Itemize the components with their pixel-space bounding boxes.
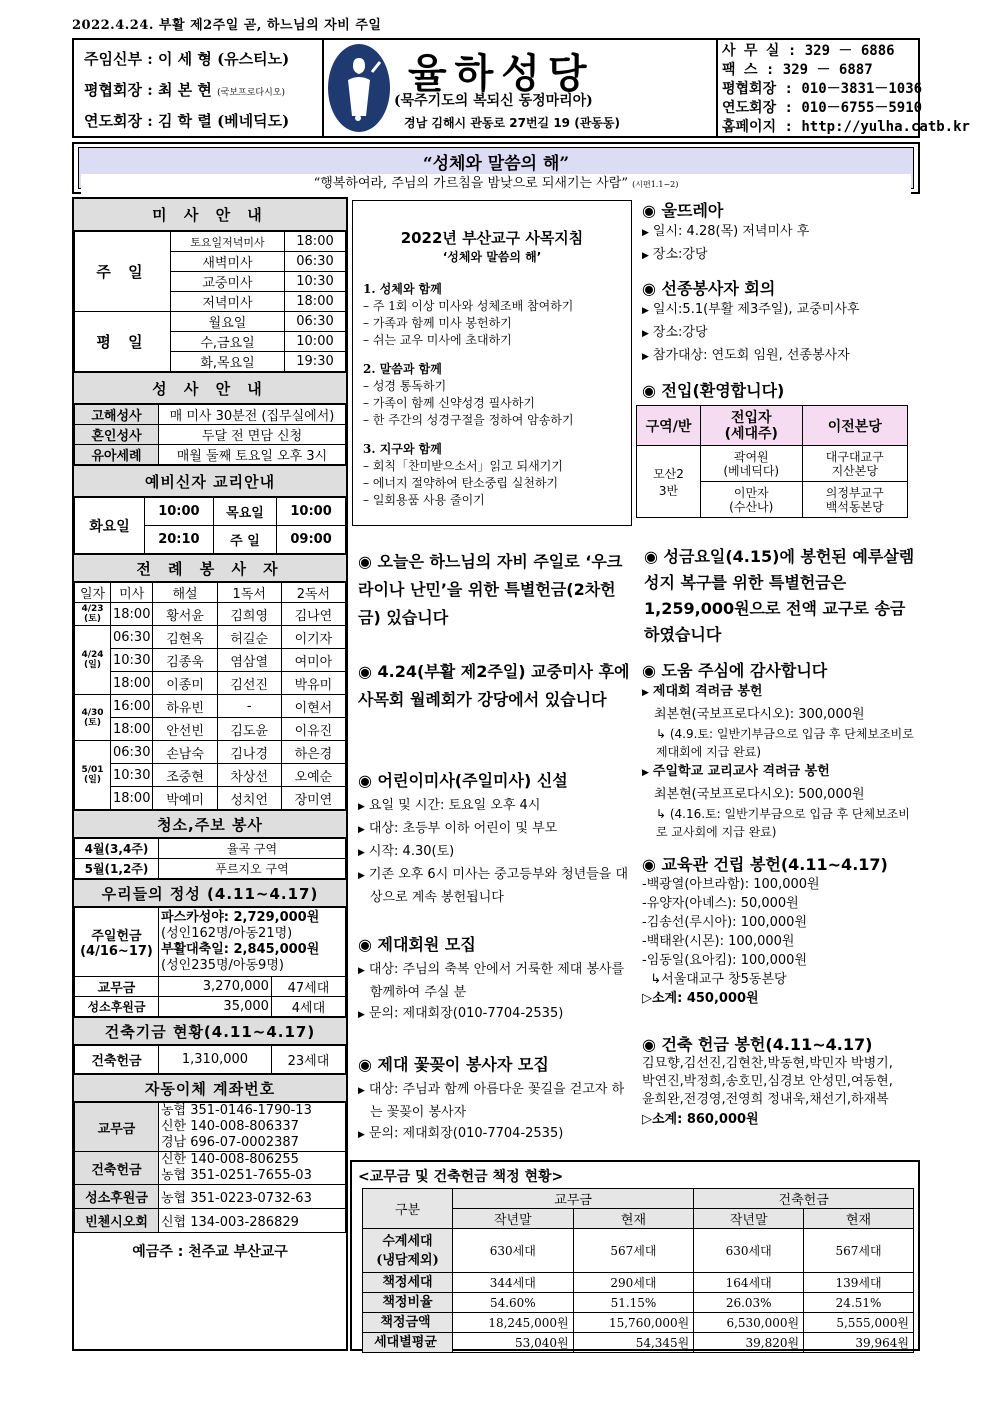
church-name: 율하성당 [408, 50, 595, 97]
servers-reading1: 김희영 [217, 603, 281, 626]
council-president-line: 평협회장 : 최 본 현 (국보프로다시오) [84, 81, 285, 99]
prayer-phone: 연도회장 : 010－6755－5910 [722, 100, 923, 116]
weekday-label: 평 일 [75, 312, 171, 372]
account-number: 농협 351-0223-0732-63 [159, 1185, 346, 1209]
servers-mass-time: 18:00 [111, 672, 153, 695]
building-fund-households: 23세대 [271, 1046, 345, 1074]
servers-commentator: 이종미 [153, 672, 217, 695]
notice-thanks: ◉ 도움 주심에 감사합니다 ▶ 제대회 격려금 봉헌 최본현(국보프로다시오): 300,000원 ↳ (4.9.토: 일반기부금으로 입금 후 단체보조비로 제대회에 지급 완료) ▶ 주일학교 교리교사 격려금 봉헌 최본현(국보프로다시오): 500,000원 ↳ (4.16.토: 일반기부금으로 입금 후 단체보조비로 교사회에 지급 완료) [642, 658, 918, 841]
notice-mercy-sunday: ◉ 오늘은 하느님의 자비 주일로 ‘우크라이나 난민’을 위한 특별헌금(2차헌금) 있습니다 [358, 552, 623, 627]
transfer-parish: 대구대교구 지산본당 [802, 446, 908, 482]
notice-title: ◉ 선종봉사자 회의 [642, 279, 776, 298]
servers-commentator: 안선빈 [153, 718, 217, 741]
building-fund-heading: 건축기금 현황(4.11~4.17) [74, 1017, 346, 1045]
offering-amount: 3,270,000 [159, 977, 272, 997]
catechumen-heading: 예비신자 교리안내 [74, 465, 346, 497]
account-label: 건축헌금 [75, 1152, 159, 1185]
servers-row [75, 672, 346, 695]
sacrament-info: 두달 전 면담 신청 [159, 425, 346, 445]
mass-name: 토요일저녁미사 [171, 232, 285, 252]
finance-value: 54,345원 [573, 1333, 694, 1353]
offering-heading: 우리들의 정성 (4.11~4.17) [74, 879, 346, 907]
transfer-person: 곽여원 (베네딕다) [701, 446, 803, 482]
servers-mass-time: 10:30 [111, 649, 153, 672]
servers-commentator: 김종욱 [153, 649, 217, 672]
mass-name: 화,목요일 [171, 352, 285, 372]
mass-name: 새벽미사 [171, 252, 285, 272]
finance-value: 51.15% [573, 1293, 694, 1313]
church-title-block [322, 40, 718, 136]
account-number: 신한 140-008-806337 [161, 1119, 299, 1134]
notice-altar-recruit: ◉ 제대회원 모집 ▶ 대상: 주님의 축복 안에서 거룩한 제대 봉사를 함께하여 주실 분 ▶ 문의: 제대회장(010-7704-2535) [358, 932, 630, 1026]
mass-time: 10:00 [285, 332, 346, 352]
cleaning-month: 4월(3,4주) [75, 839, 159, 859]
easter-vigil-offering: 파스카성야: 2,729,000원 [161, 910, 320, 925]
offering-label: 교무금 [75, 977, 159, 997]
easter-sunday-count: (성인235명/아동9명) [161, 958, 284, 973]
finance-row-label: 수계세대 (냉담제외) [363, 1229, 453, 1273]
account-number: 경남 696-07-0002387 [161, 1135, 299, 1150]
servers-commentator: 하유빈 [153, 695, 217, 718]
finance-subhead: 현재 [804, 1209, 914, 1229]
account-number: 농협 351-0146-1790-13 [161, 1103, 312, 1118]
mass-time: 10:30 [285, 272, 346, 292]
year-theme-banner [72, 142, 920, 194]
servers-row [75, 787, 346, 810]
notice-title: ◉ 울뜨레아 [642, 201, 724, 220]
finance-row-label: 책정비율 [363, 1293, 453, 1313]
mass-schedule-heading: 미 사 안 내 [74, 199, 346, 231]
transfer-col-zone: 구역/반 [637, 406, 701, 446]
bulletin-date-line: 2022.4.24. 부활 제2주일 곧, 하느님의 자비 주일 [72, 18, 382, 33]
account-number: 신한 140-008-806255 [161, 1152, 299, 1167]
servers-col-commentator: 해설 [153, 583, 217, 603]
finance-row [363, 1273, 914, 1293]
pastoral-guideline-box [352, 200, 632, 526]
cleaning-month: 5월(1,2주) [75, 859, 159, 879]
offering-amount: 35,000 [159, 997, 272, 1017]
sacrament-table [74, 404, 346, 465]
servers-date: 4/23 (토) [75, 603, 111, 626]
servers-reading1: 허길순 [217, 626, 281, 649]
sacrament-label: 유아세례 [75, 445, 159, 465]
servers-date: 5/01 (일) [75, 741, 111, 810]
notice-title: ◉ 어린이미사(주일미사) 신설 [358, 771, 568, 790]
transfer-table [636, 405, 908, 518]
servers-reading2: 이기자 [281, 626, 345, 649]
easter-sunday-offering: 부활대축일: 2,845,000원 [161, 942, 320, 957]
finance-value: 164세대 [694, 1273, 804, 1293]
sacrament-heading: 성 사 안 내 [74, 372, 346, 404]
donor-names: 김묘향,김선진,김현찬,박동현,박민자 박병기,박연진,박정희,송호민,심경보 안성민,여동현,윤희완,전경영,전영희 정내욱,채선기,하재복 [642, 1056, 893, 1107]
finance-row [363, 1293, 914, 1313]
transfer-col-parish: 이전본당 [802, 406, 908, 446]
servers-reading2: 오예순 [281, 764, 345, 787]
banner-quote: “행복하여라, 주님의 가르침을 밤낮으로 되새기는 사람” (시편1.1~2) [81, 174, 911, 194]
servers-table [74, 582, 346, 810]
contact-list [722, 42, 970, 137]
building-fund-label: 건축헌금 [75, 1046, 159, 1074]
notice-title: ◉ 도움 주심에 감사합니다 [642, 661, 828, 680]
servers-mass-time: 10:30 [111, 764, 153, 787]
finance-table [362, 1188, 914, 1353]
finance-value: 139세대 [804, 1273, 914, 1293]
finance-subhead: 작년말 [694, 1209, 804, 1229]
finance-value: 15,760,000원 [573, 1313, 694, 1333]
prayer-president-line: 연도회장 : 김 학 렬 (베네딕도) [84, 112, 290, 130]
church-logo-icon [328, 44, 390, 132]
offering-table [74, 907, 346, 1017]
notice-title: ◉ 건축 헌금 봉헌(4.11~4.17) [642, 1035, 873, 1054]
notice-education-hall: ◉ 교육관 건립 봉헌(4.11~4.17) -백광열(아브라함): 100,000원 -유양자(아녜스): 50,000원 -김송선(루시아): 100,000원 -백태완(시몬): 100,000원 -임동일(요아킴): 100,000원 ↳서울대교구 창5동본당 ▷소계: 450,000원 [642, 852, 918, 1008]
transfer-parish: 의정부교구 백석동본당 [802, 482, 908, 518]
office-phone: 사 무 실 : 329 － 6886 [722, 43, 895, 59]
servers-mass-time: 18:00 [111, 603, 153, 626]
finance-subhead: 작년말 [453, 1209, 574, 1229]
servers-mass-time: 16:00 [111, 695, 153, 718]
servers-col-mass: 미사 [111, 583, 153, 603]
notice-title: ◉ 제대회원 모집 [358, 935, 476, 954]
accounts-table [74, 1102, 346, 1233]
building-total: ▷소계: 860,000원 [642, 1112, 759, 1127]
catechumen-time: 09:00 [277, 526, 346, 554]
servers-row [75, 626, 346, 649]
finance-value: 26.03% [694, 1293, 804, 1313]
finance-group-dues: 교무금 [453, 1189, 694, 1209]
catechumen-time: 10:00 [145, 498, 214, 526]
servers-date: 4/30 (토) [75, 695, 111, 741]
account-number: 농협 351-0251-7655-03 [161, 1168, 312, 1183]
finance-value: 24.51% [804, 1293, 914, 1313]
finance-row [363, 1229, 914, 1273]
notice-title: ◉ 교육관 건립 봉헌(4.11~4.17) [642, 855, 888, 874]
sacrament-info: 매 미사 30분전 (집무실에서) [159, 405, 346, 425]
finance-value: 567세대 [573, 1229, 694, 1273]
mass-name: 수,금요일 [171, 332, 285, 352]
council-phone: 평협회장 : 010－3831－1036 [722, 81, 923, 97]
servers-reading2: 김나연 [281, 603, 345, 626]
left-column [72, 197, 348, 1351]
church-address: 경남 김해시 관동로 27번길 19 (관동동) [404, 116, 620, 130]
servers-reading1: 성치언 [217, 787, 281, 810]
servers-reading1: 차상선 [217, 764, 281, 787]
servers-commentator: 조중현 [153, 764, 217, 787]
servers-row [75, 649, 346, 672]
catechumen-day2: 목요일 [213, 498, 276, 526]
finance-value: 567세대 [804, 1229, 914, 1273]
servers-date: 4/24 (일) [75, 626, 111, 695]
offering-label: 성소후원금 [75, 997, 159, 1017]
servers-commentator: 황서윤 [153, 603, 217, 626]
account-label: 빈첸시오회 [75, 1209, 159, 1233]
sacrament-label: 고해성사 [75, 405, 159, 425]
notice-building-offering [642, 1032, 898, 1130]
notice-good-friday-offering: ◉ 성금요일(4.15)에 봉헌된 예루살렘 성지 복구를 위한 특별헌금은 1,259,000원으로 전액 교구로 송금하였습니다 [644, 547, 915, 644]
finance-row [363, 1333, 914, 1353]
servers-row [75, 695, 346, 718]
mass-schedule-table [74, 231, 346, 372]
transfer-title: ◉ 전입(환영합니다) [642, 381, 785, 400]
servers-reading2: 박유미 [281, 672, 345, 695]
mass-time: 18:00 [285, 292, 346, 312]
finance-row-label: 책정세대 [363, 1273, 453, 1293]
guideline-group: 1. 성체와 함께 – 주 1회 이상 미사와 성체조배 참여하기 – 가족과 함께 미사 봉헌하기 – 쉬는 교우 미사에 초대하기 [363, 282, 574, 347]
sacrament-label: 혼인성사 [75, 425, 159, 445]
mass-time: 06:30 [285, 252, 346, 272]
account-holder: 예금주 : 천주교 부산교구 [132, 1244, 288, 1260]
servers-mass-time: 06:30 [111, 626, 153, 649]
cleaning-zone: 율곡 구역 [159, 839, 346, 859]
building-fund-amount: 1,310,000 [159, 1046, 272, 1074]
cleaning-table [74, 838, 346, 879]
fax-number: 팩 스 : 329 － 6887 [722, 62, 873, 78]
finance-value: 54.60% [453, 1293, 574, 1313]
account-label: 교무금 [75, 1103, 159, 1152]
notice-flower-recruit: ◉ 제대 꽃꽂이 봉사자 모집 ▶ 대상: 주님과 함께 아름다운 꽃길을 걷고자 하는 꽃꽂이 봉사자 ▶ 문의: 제대회장(010-7704-2535) [358, 1052, 630, 1146]
servers-commentator: 김현옥 [153, 626, 217, 649]
servers-row [75, 764, 346, 787]
servers-reading2: 이유진 [281, 718, 345, 741]
guideline-group: 3. 지구와 함께 – 회칙「찬미받으소서」읽고 되새기기 – 에너지 절약하여 탄소중립 실천하기 – 일회용품 사용 줄이기 [363, 442, 563, 507]
finance-box [350, 1160, 920, 1351]
finance-title: <교무금 및 건축헌금 책정 현황> [358, 1169, 564, 1185]
cleaning-heading: 청소,주보 봉사 [74, 810, 346, 838]
catechumen-day: 화요일 [75, 498, 145, 554]
servers-heading: 전 례 봉 사 자 [74, 554, 346, 582]
catechumen-time: 20:10 [145, 526, 214, 554]
notice-title: ◉ 제대 꽃꽂이 봉사자 모집 [358, 1055, 549, 1074]
transfer-person: 이만자 (수산나) [701, 482, 803, 518]
building-fund-table [74, 1045, 346, 1074]
pastor-line: 주임신부 : 이 세 형 (유스티노) [84, 50, 290, 68]
mass-name: 저녁미사 [171, 292, 285, 312]
offering-households: 4세대 [271, 997, 345, 1017]
servers-reading2: 여미아 [281, 649, 345, 672]
mass-name: 교중미사 [171, 272, 285, 292]
servers-reading2: 이현서 [281, 695, 345, 718]
finance-value: 344세대 [453, 1273, 574, 1293]
catechumen-table [74, 497, 346, 554]
servers-mass-time: 18:00 [111, 718, 153, 741]
servers-mass-time: 18:00 [111, 787, 153, 810]
finance-col-head: 구분 [363, 1189, 453, 1229]
offering-households: 47세대 [271, 977, 345, 997]
servers-reading1: 김나경 [217, 741, 281, 764]
finance-value: 630세대 [694, 1229, 804, 1273]
finance-value: 39,964원 [804, 1333, 914, 1353]
notice-funeral-meeting: ◉ 선종봉사자 회의 ▶ 일시:5.1(부활 제3주일), 교중미사후 ▶ 장소:강당 ▶ 참가대상: 연도회 임원, 선종봉사자 [642, 276, 916, 368]
finance-row-label: 책정금액 [363, 1313, 453, 1333]
sacrament-info: 매월 둘째 토요일 오후 3시 [159, 445, 346, 465]
finance-row [363, 1313, 914, 1333]
servers-row [75, 741, 346, 764]
mass-time: 19:30 [285, 352, 346, 372]
servers-commentator: 박예미 [153, 787, 217, 810]
finance-value: 290세대 [573, 1273, 694, 1293]
finance-value: 39,820원 [694, 1333, 804, 1353]
finance-subhead: 현재 [573, 1209, 694, 1229]
sunday-label: 주 일 [75, 232, 171, 312]
cleaning-zone: 푸르지오 구역 [159, 859, 346, 879]
staff-list [74, 40, 320, 136]
mass-time: 06:30 [285, 312, 346, 332]
church-subtitle: (묵주기도의 복되신 동정마리아) [394, 93, 593, 109]
servers-col-date: 일자 [75, 583, 111, 603]
servers-reading1: - [217, 695, 281, 718]
homepage-link[interactable]: 홈페이지 : http://yulha.catb.kr [722, 119, 970, 135]
account-number: 신협 134-003-286829 [159, 1209, 346, 1233]
bulletin-header [72, 38, 970, 138]
transfer-col-person: 전입자 (세대주) [701, 406, 803, 446]
transfer-zone: 모산2 3반 [637, 446, 701, 518]
servers-col-reading1: 1독서 [217, 583, 281, 603]
servers-reading1: 염삼열 [217, 649, 281, 672]
guideline-group: 2. 말씀과 함께 – 성경 통독하기 – 가족이 함께 신약성경 필사하기 – 한 주간의 성경구절을 정하여 암송하기 [363, 362, 574, 427]
servers-row [75, 603, 346, 626]
servers-reading1: 김도윤 [217, 718, 281, 741]
sunday-offering-label: 주일헌금 (4/16~17) [75, 908, 159, 977]
servers-col-reading2: 2독서 [281, 583, 345, 603]
servers-reading2: 하은경 [281, 741, 345, 764]
finance-value: 53,040원 [453, 1333, 574, 1353]
finance-value: 630세대 [453, 1229, 574, 1273]
servers-commentator: 손남숙 [153, 741, 217, 764]
mass-time: 18:00 [285, 232, 346, 252]
mass-name: 월요일 [171, 312, 285, 332]
easter-vigil-count: (성인162명/아동21명) [161, 926, 293, 941]
notice-council-meeting: ◉ 4.24(부활 제2주일) 교중미사 후에 사목회 월례회가 강당에서 있습니다 [358, 662, 630, 709]
servers-reading1: 김선진 [217, 672, 281, 695]
finance-group-building: 건축헌금 [694, 1189, 914, 1209]
servers-row [75, 718, 346, 741]
account-label: 성소후원금 [75, 1185, 159, 1209]
guideline-title: 2022년 부산교구 사목지침 [400, 229, 584, 247]
finance-value: 5,555,000원 [804, 1313, 914, 1333]
finance-row-label: 세대별평균 [363, 1333, 453, 1353]
servers-reading2: 장미연 [281, 787, 345, 810]
finance-value: 18,245,000원 [453, 1313, 574, 1333]
catechumen-time: 10:00 [277, 498, 346, 526]
notice-ultreya: ◉ 울뜨레아 ▶ 일시: 4.28(목) 저녁미사 후 ▶ 장소:강당 [642, 198, 916, 267]
servers-mass-time: 06:30 [111, 741, 153, 764]
catechumen-day2: 주 일 [213, 526, 276, 554]
finance-value: 6,530,000원 [694, 1313, 804, 1333]
accounts-heading: 자동이체 계좌번호 [74, 1074, 346, 1102]
guideline-subtitle: ‘성체와 말씀의 해’ [442, 250, 542, 264]
banner-title: “성체와 말씀의 해” [422, 154, 570, 174]
notice-children-mass: ◉ 어린이미사(주일미사) 신설 ▶ 요일 및 시간: 토요일 오후 4시 ▶ 대상: 초등부 이하 어린이 및 부모 ▶ 시작: 4.30(토) ▶ 기존 오후 6시 미사는 중고등부와 청년들을 대상으로 계속 봉헌됩니다 [358, 768, 638, 908]
